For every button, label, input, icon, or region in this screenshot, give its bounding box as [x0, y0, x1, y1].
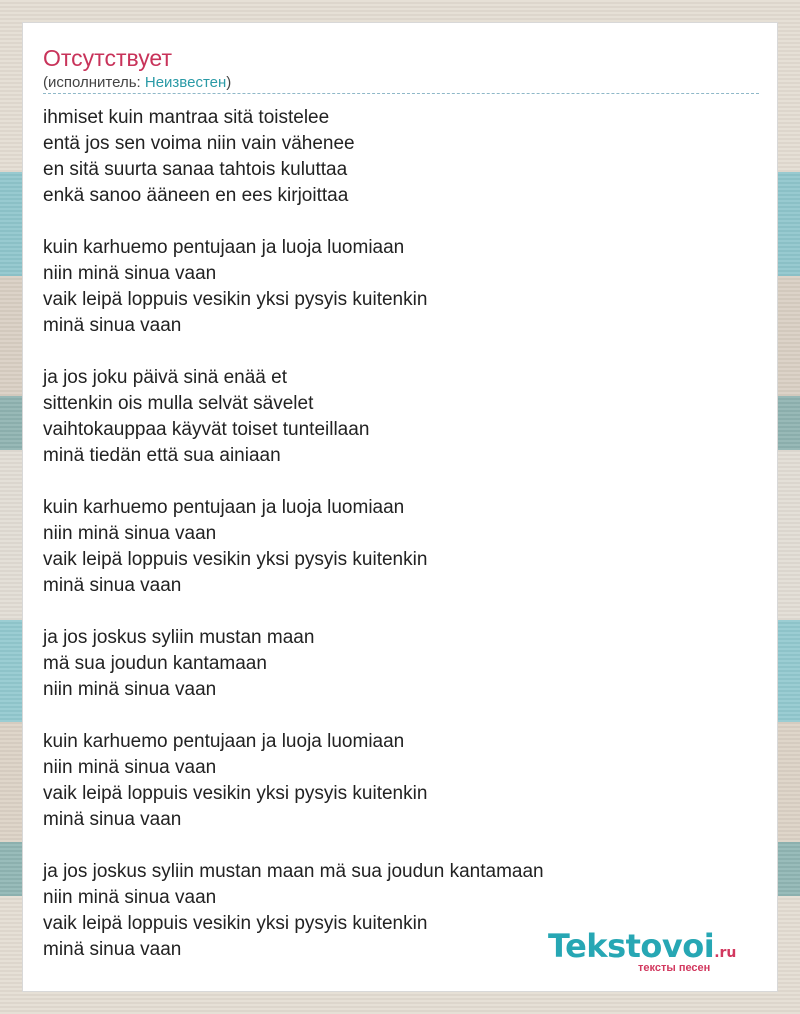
watermark-tld: .ru [714, 945, 737, 961]
lyrics-line: sittenkin ois mulla selvät sävelet [43, 393, 314, 414]
song-title: Отсутствует [43, 45, 172, 71]
site-watermark [548, 927, 760, 974]
lyrics-stanza [43, 625, 759, 703]
lyrics-line: mä sua joudun kantamaan [43, 653, 267, 674]
lyrics-line: ihmiset kuin mantraa sitä toistelee [43, 107, 330, 128]
lyrics-stanza [43, 729, 759, 833]
lyrics-line: kuin karhuemo pentujaan ja luoja luomiaan [43, 497, 405, 518]
lyrics-line: niin minä sinua vaan [43, 887, 217, 908]
lyrics-line: vaik leipä loppuis vesikin yksi pysyis kuitenkin [43, 549, 428, 570]
lyrics-stanza [43, 365, 759, 469]
lyrics-stanza [43, 495, 759, 599]
subtitle-suffix: ) [226, 74, 232, 91]
lyrics-line: minä sinua vaan [43, 315, 182, 336]
lyrics-line: vaik leipä loppuis vesikin yksi pysyis kuitenkin [43, 289, 428, 310]
lyrics-line: niin minä sinua vaan [43, 757, 217, 778]
lyrics-line: ja jos joskus syliin mustan maan [43, 627, 315, 648]
lyrics-line: ja jos joku päivä sinä enää et [43, 367, 287, 388]
lyrics-line: minä sinua vaan [43, 809, 182, 830]
lyrics-line: kuin karhuemo pentujaan ja luoja luomiaan [43, 237, 405, 258]
lyrics-text [43, 105, 759, 989]
artist-link[interactable]: Неизвестен [144, 74, 227, 91]
lyrics-card [22, 22, 778, 992]
lyrics-line: minä tiedän että sua ainiaan [43, 445, 281, 466]
subtitle-prefix: (исполнитель: [43, 74, 145, 91]
lyrics-line: kuin karhuemo pentujaan ja luoja luomiaan [43, 731, 405, 752]
lyrics-line: entä jos sen voima niin vain vähenee [43, 133, 355, 154]
lyrics-stanza [43, 105, 759, 209]
lyrics-line: niin minä sinua vaan [43, 523, 217, 544]
lyrics-line: enkä sanoo ääneen en ees kirjoittaa [43, 185, 349, 206]
lyrics-line: ja jos joskus syliin mustan maan mä sua joudun kantamaan [43, 861, 544, 882]
header-divider [43, 93, 759, 94]
lyrics-stanza [43, 235, 759, 339]
lyrics-line: en sitä suurta sanaa tahtois kuluttaa [43, 159, 348, 180]
lyrics-line: vaihtokauppaa käyvät toiset tunteillaan [43, 419, 370, 440]
lyrics-line: vaik leipä loppuis vesikin yksi pysyis kuitenkin [43, 913, 428, 934]
watermark-tagline: тексты песен [638, 962, 711, 974]
lyrics-line: vaik leipä loppuis vesikin yksi pysyis kuitenkin [43, 783, 428, 804]
lyrics-line: minä sinua vaan [43, 575, 182, 596]
song-subtitle [43, 73, 231, 93]
lyrics-line: minä sinua vaan [43, 939, 182, 960]
watermark-brand: Tekstovoi [548, 927, 715, 965]
lyrics-line: niin minä sinua vaan [43, 679, 217, 700]
lyrics-line: niin minä sinua vaan [43, 263, 217, 284]
